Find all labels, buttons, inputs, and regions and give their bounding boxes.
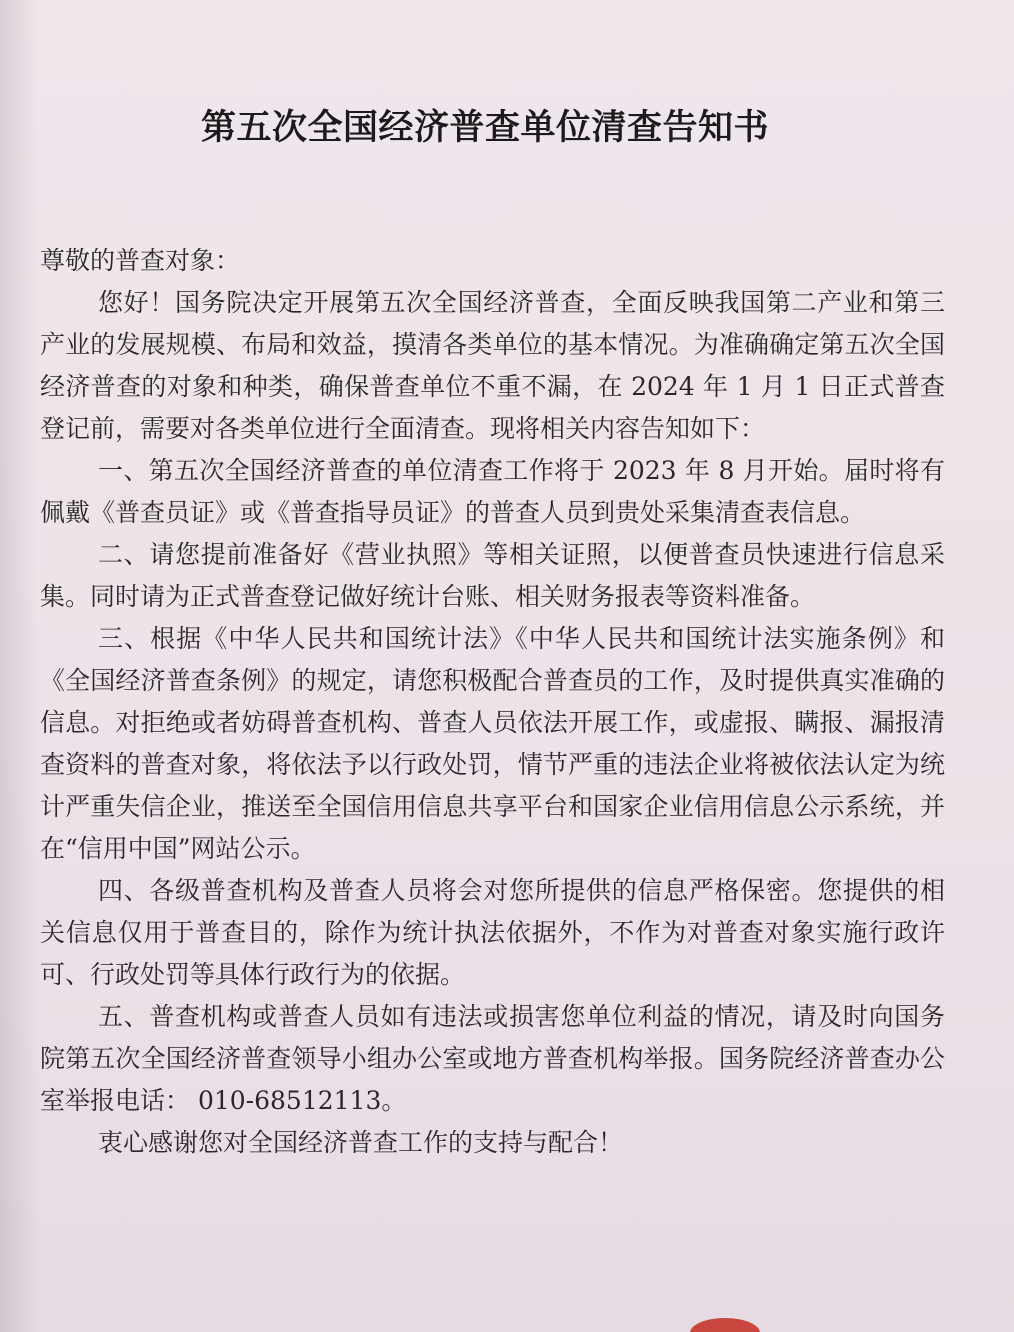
red-stamp-edge [690,1318,760,1332]
item-5-paragraph: 五、普查机构或普查人员如有违法或损害您单位利益的情况，请及时向国务院第五次全国经济普查领导小组办公室或地方普查机构举报。国务院经济普查办公室举报电话： 010-68512113。 [40,1002,945,1115]
item-4-paragraph: 四、各级普查机构及普查人员将会对您所提供的信息严格保密。您提供的相关信息仅用于普查目的，除作为统计执法依据外，不作为对普查对象实施行政许可、行政处罚等具体行政行为的依据。 [40,876,945,989]
item-2-paragraph: 二、请您提前准备好《营业执照》等相关证照，以便普查员快速进行信息采集。同时请为正式普查登记做好统计台账、相关财务报表等资料准备。 [40,540,945,611]
document-title: 第五次全国经济普查单位清查告知书 [200,108,769,148]
intro-paragraph: 您好！国务院决定开展第五次全国经济普查，全面反映我国第二产业和第三产业的发展规模、布局和效益，摸清各类单位的基本情况。为准确确定第五次全国经济普查的对象和种类，确保普查单位不重不漏，在 2024 年 1 月 1 日正式普查登记前，需要对各类单位进行全面清查。现将相关内容告知如下： [40,288,945,443]
item-1-paragraph: 一、第五次全国经济普查的单位清查工作将于 2023 年 8 月开始。届时将有佩戴《普查员证》或《普查指导员证》的普查人员到贵处采集清查表信息。 [40,456,945,527]
item-3-paragraph: 三、根据《中华人民共和国统计法》《中华人民共和国统计法实施条例》和《全国经济普查条例》的规定，请您积极配合普查员的工作，及时提供真实准确的信息。对拒绝或者妨碍普查机构、普查人员依法开展工作，或虚报、瞒报、漏报清查资料的普查对象，将依法予以行政处罚，情节严重的违法企业将被依法认定为统计严重失信企业，推送至全国信用信息共享平台和国家企业信用信息公示系统，并在“信用中国”网站公示。 [40,624,945,863]
page-shadow [0,0,40,1332]
closing-line: 衷心感谢您对全国经济普查工作的支持与配合！ [98,1128,624,1157]
salutation: 尊敬的普查对象： [40,246,241,275]
document-body [40,240,945,1164]
